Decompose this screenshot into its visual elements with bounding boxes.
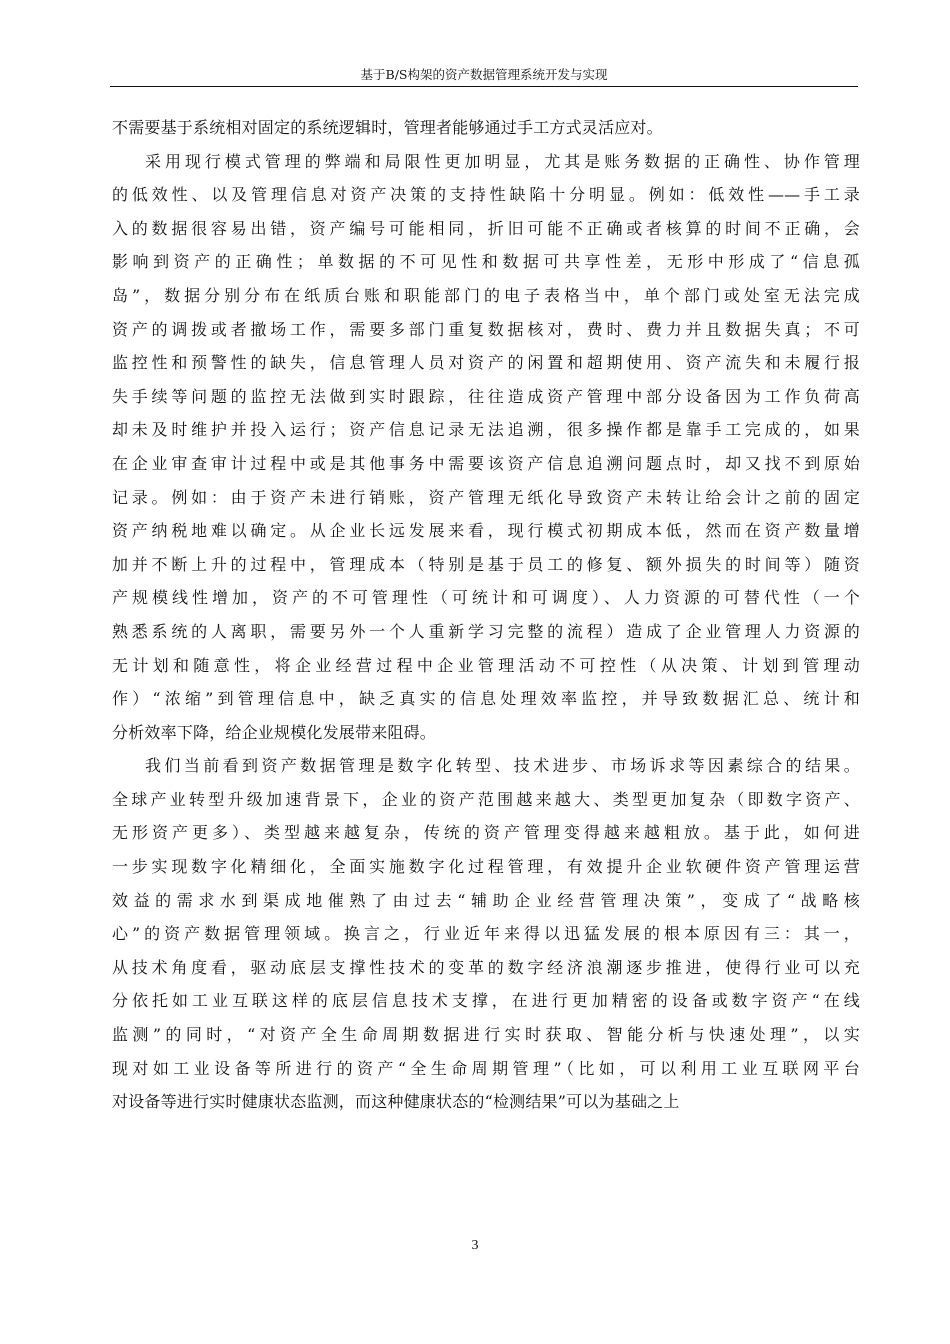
text-line: 入的数据很容易出错，资产编号可能相同，折旧可能不正确或者核算的时间不正确，会	[112, 218, 860, 238]
paragraph	[112, 111, 860, 145]
paragraph	[112, 749, 860, 1119]
text-line: 监测”的同时，“对资产全生命周期数据进行实时获取、智能分析与快速处理”，以实	[112, 1025, 860, 1045]
text-line: 心”的资产数据管理领域。换言之，行业近年来得以迅猛发展的根本原因有三：其一，	[112, 924, 860, 944]
paragraph	[112, 145, 860, 750]
text-line: 无计划和随意性，将企业经营过程中企业管理活动不可控性（从决策、计划到管理动	[112, 655, 860, 675]
text-line: 影响到资产的正确性；单数据的不可见性和数据可共享性差，无形中形成了“信息孤	[112, 252, 860, 272]
running-header: 基于B/S构架的资产数据管理系统开发与实现	[360, 67, 608, 82]
text-line: 资产纳税地难以确定。从企业长远发展来看，现行模式初期成本低，然而在资产数量增	[112, 521, 860, 541]
text-line: 我们当前看到资产数据管理是数字化转型、技术进步、市场诉求等因素综合的结果。	[145, 756, 860, 776]
text-line: 加并不断上升的过程中，管理成本（特别是基于员工的修复、额外损失的时间等）随资	[112, 554, 860, 574]
text-line: 资产的调拨或者撤场工作，需要多部门重复数据核对，费时、费力并且数据失真；不可	[112, 319, 860, 339]
text-line: 从技术角度看，驱动底层支撑性技术的变革的数字经济浪潮逐步推进，使得行业可以充	[112, 957, 860, 977]
text-line: 分依托如工业互联这样的底层信息技术支撑，在进行更加精密的设备或数字资产“在线	[112, 991, 860, 1011]
text-line: 无形资产更多）、类型越来越复杂，传统的资产管理变得越来越粗放。基于此，如何进	[112, 823, 860, 843]
header-rule	[110, 86, 858, 87]
text-line: 的低效性、以及管理信息对资产决策的支持性缺陷十分明显。例如：低效性——手工录	[112, 185, 860, 205]
text-line: 一步实现数字化精细化，全面实施数字化过程管理，有效提升企业软硬件资产管理运营	[112, 857, 860, 877]
text-line: 分析效率下降，给企业规模化发展带来阻碍。	[112, 722, 437, 742]
text-line: 现对如工业设备等所进行的资产“全生命周期管理”（比如，可以利用工业互联网平台	[112, 1058, 860, 1078]
body-text	[112, 111, 860, 1119]
text-line: 却未及时维护并投入运行；资产信息记录无法追溯，很多操作都是靠手工完成的，如果	[112, 420, 860, 440]
text-line: 作）“浓缩”到管理信息中，缺乏真实的信息处理效率监控，并导致数据汇总、统计和	[112, 689, 860, 709]
text-line: 熟悉系统的人离职，需要另外一个人重新学习完整的流程）造成了企业管理人力资源的	[112, 621, 860, 641]
text-line: 对设备等进行实时健康状态监测，而这种健康状态的“检测结果”可以为基础之上	[112, 1092, 680, 1112]
text-line: 岛”，数据分别分布在纸质台账和职能部门的电子表格当中，单个部门或处室无法完成	[112, 285, 860, 305]
text-line: 采用现行模式管理的弊端和局限性更加明显，尤其是账务数据的正确性、协作管理	[145, 151, 860, 171]
text-line: 记录。例如：由于资产未进行销账，资产管理无纸化导致资产未转让给会计之前的固定	[112, 487, 860, 507]
text-line: 监控性和预警性的缺失，信息管理人员对资产的闲置和超期使用、资产流失和未履行报	[112, 353, 860, 373]
text-line: 在企业审查审计过程中或是其他事务中需要该资产信息追溯问题点时，却又找不到原始	[112, 453, 860, 473]
text-line: 不需要基于系统相对固定的系统逻辑时，管理者能够通过手工方式灵活应对。	[112, 118, 663, 137]
text-line: 产规模线性增加，资产的不可管理性（可统计和可调度）、人力资源的可替代性（一个	[112, 588, 860, 608]
page-number: 3	[471, 1238, 479, 1253]
text-line: 失手续等问题的监控无法做到实时跟踪，往往造成资产管理中部分设备因为工作负荷高	[112, 386, 860, 406]
text-line: 效益的需求水到渠成地催熟了由过去“辅助企业经营管理决策”，变成了“战略核	[112, 890, 860, 910]
text-line: 全球产业转型升级加速背景下，企业的资产范围越来越大、类型更加复杂（即数字资产、	[112, 789, 860, 809]
